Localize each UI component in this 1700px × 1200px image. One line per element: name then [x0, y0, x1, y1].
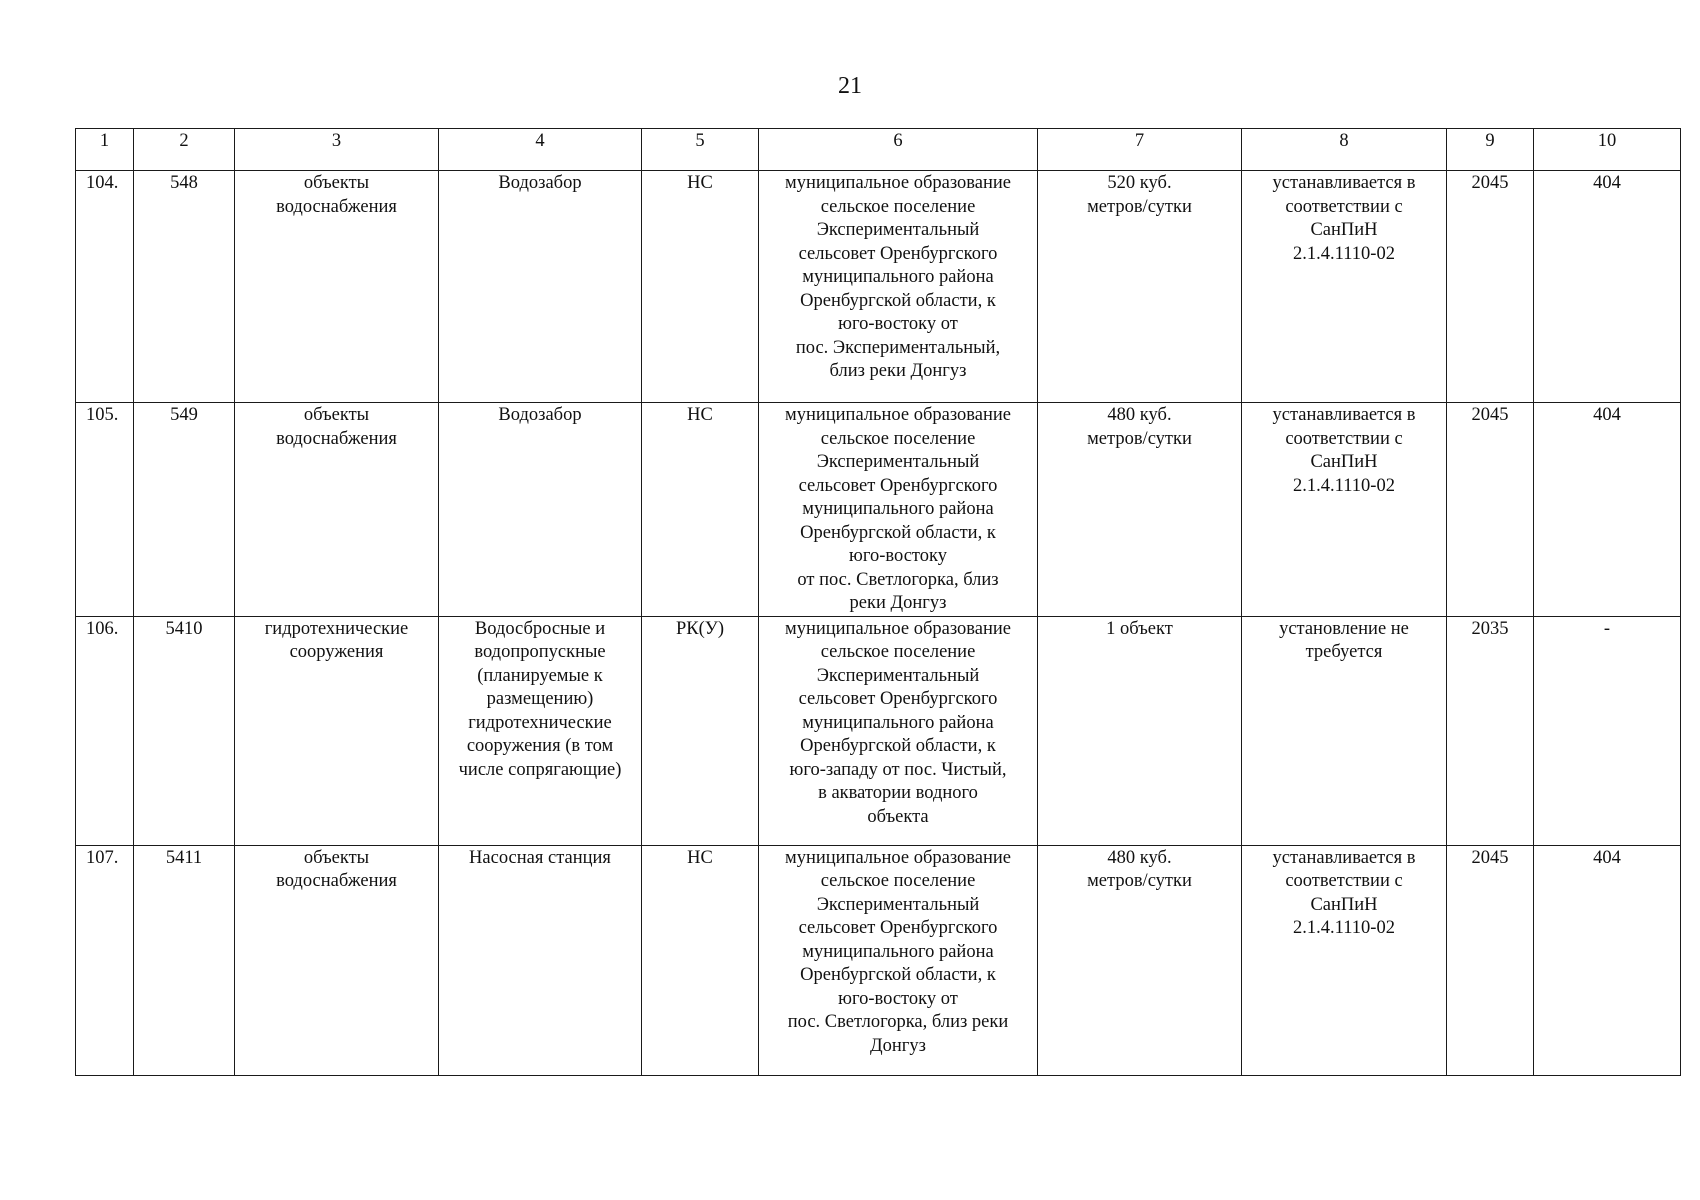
header-cell: 10 [1534, 129, 1681, 171]
status-cell: НС [642, 403, 759, 617]
col10-cell: 404 [1534, 403, 1681, 617]
header-cell: 3 [235, 129, 439, 171]
status-cell: НС [642, 171, 759, 403]
year-cell: 2045 [1447, 845, 1534, 1075]
year-cell: 2045 [1447, 403, 1534, 617]
category-cell: объекты водоснабжения [235, 171, 439, 403]
status-cell: НС [642, 845, 759, 1075]
table-row [76, 171, 1681, 403]
header-cell: 7 [1038, 129, 1242, 171]
zone-cell: устанавливается в соответствии с СанПиН 2.1.4.1110-02 [1242, 845, 1447, 1075]
header-cell: 4 [439, 129, 642, 171]
status-cell: РК(У) [642, 616, 759, 845]
header-cell: 2 [134, 129, 235, 171]
col10-cell: - [1534, 616, 1681, 845]
objects-table [75, 128, 1681, 1076]
year-cell: 2045 [1447, 171, 1534, 403]
code-cell: 5411 [134, 845, 235, 1075]
location-cell: муниципальное образование сельское поселение Экспериментальный сельсовет Оренбургского муниципального района Оренбургской области, к юго-западу от пос. Чистый, в акватории водного объекта [759, 616, 1038, 845]
header-cell: 8 [1242, 129, 1447, 171]
code-cell: 5410 [134, 616, 235, 845]
location-cell: муниципальное образование сельское поселение Экспериментальный сельсовет Оренбургского муниципального района Оренбургской области, к юго-востоку от пос. Светлогорка, близ реки Донгуз [759, 403, 1038, 617]
page-number: 21 [838, 73, 862, 99]
object-name-cell: Водосбросные и водопропускные (планируемые к размещению) гидротехнические сооружения (в том числе сопрягающие) [439, 616, 642, 845]
col10-cell: 404 [1534, 845, 1681, 1075]
capacity-cell: 480 куб. метров/сутки [1038, 845, 1242, 1075]
header-cell: 1 [76, 129, 134, 171]
col10-cell: 404 [1534, 171, 1681, 403]
zone-cell: установление не требуется [1242, 616, 1447, 845]
row-number-cell: 107. [76, 845, 134, 1075]
capacity-cell: 1 объект [1038, 616, 1242, 845]
capacity-cell: 480 куб. метров/сутки [1038, 403, 1242, 617]
location-cell: муниципальное образование сельское поселение Экспериментальный сельсовет Оренбургского муниципального района Оренбургской области, к юго-востоку от пос. Светлогорка, близ реки Донгуз [759, 845, 1038, 1075]
table-header-row [76, 129, 1681, 171]
location-cell: муниципальное образование сельское поселение Экспериментальный сельсовет Оренбургского муниципального района Оренбургской области, к юго-востоку от пос. Экспериментальный, близ реки Донгуз [759, 171, 1038, 403]
code-cell: 548 [134, 171, 235, 403]
header-cell: 5 [642, 129, 759, 171]
table-row [76, 845, 1681, 1075]
year-cell: 2035 [1447, 616, 1534, 845]
category-cell: объекты водоснабжения [235, 845, 439, 1075]
row-number-cell: 104. [76, 171, 134, 403]
capacity-cell: 520 куб. метров/сутки [1038, 171, 1242, 403]
row-number-cell: 105. [76, 403, 134, 617]
header-cell: 9 [1447, 129, 1534, 171]
row-number-cell: 106. [76, 616, 134, 845]
category-cell: объекты водоснабжения [235, 403, 439, 617]
header-cell: 6 [759, 129, 1038, 171]
table-row [76, 616, 1681, 845]
category-cell: гидротехнические сооружения [235, 616, 439, 845]
zone-cell: устанавливается в соответствии с СанПиН 2.1.4.1110-02 [1242, 171, 1447, 403]
code-cell: 549 [134, 403, 235, 617]
object-name-cell: Водозабор [439, 171, 642, 403]
table-row [76, 403, 1681, 617]
object-name-cell: Насосная станция [439, 845, 642, 1075]
zone-cell: устанавливается в соответствии с СанПиН 2.1.4.1110-02 [1242, 403, 1447, 617]
object-name-cell: Водозабор [439, 403, 642, 617]
